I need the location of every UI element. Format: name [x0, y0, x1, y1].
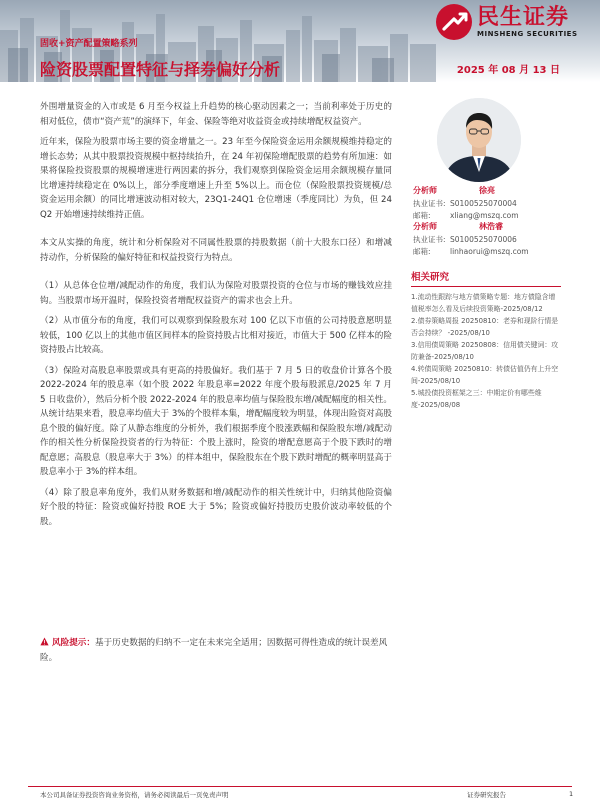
paragraph-insurance-trend: 近年来，保险为股票市场主要的资金增量之一。23 年至今保险资金运用余额规模维持稳定的增长态势；从其中股票投资规模中枢持续抬升，在 24 年初保险增配股票的趋势有所加速：如果将保险投资股票的规模增速进行两因素的拆分，我们观察到保险资金运用余额规模存量同比增速持续稳定在 0%以上，部分季度增速上升至 5%以上。而仓位（保险股票投资规模/总资金运用余额）的同比增速波动相对较大，23Q1-24Q1 仓位增速（季度同比）为负，但 24 Q2 开始增速持续维持正值。 — [40, 137, 392, 220]
cert-label: 执业证书: — [413, 198, 446, 208]
analyst-role: 分析师 — [413, 222, 437, 231]
related-item[interactable]: 5.城投债投资框架之三：中期定价有哪些维度-2025/08/08 — [411, 389, 542, 409]
risk-warning — [40, 636, 392, 665]
analyst-name: 徐亮 — [479, 186, 495, 195]
analyst-photo — [437, 98, 521, 182]
paragraph-finding-2: （2）从市值分布的角度，我们可以观察到保险股东对 100 亿以下市值的公司持股意愿明显较低，100 亿以上的其他市值区间样本的险资持股占比相对接近，市值大于 500 亿样本的险资持股占比较高。 — [40, 316, 392, 355]
report-series: 固收+资产配置策略系列 — [40, 39, 138, 49]
risk-label: 风险提示： — [52, 638, 95, 648]
email-link[interactable]: xliang@mszq.com — [450, 211, 519, 220]
page-number: 1 — [569, 790, 574, 798]
risk-text: 基于历史数据的归纳不一定在未来完全适用；因数据可得性造成的统计误差风险。 — [40, 638, 388, 663]
analyst-card-2 — [413, 221, 529, 259]
footer-divider — [28, 786, 572, 787]
logo-arrow-icon — [436, 4, 472, 40]
warning-triangle-icon — [40, 637, 49, 646]
paragraph-finding-4: （4）除了股息率角度外，我们从财务数据和增/减配动作的相关性统计中，归纳其他险资偏好个股的特征：险资或偏好持股 ROE 大于 5%；险资或偏好持股历史股价波动率较低的个股。 — [40, 487, 392, 527]
paragraph-finding-3: （3）保险对高股息率股票或具有更高的持股偏好。我们基于 7 月 5 日的收盘价计算各个股 2022-2024 年的股息率（如个股 2022 年股息率=2022 年度个股每股派息/2025 年 7 月 5 日收盘价），然后分析个股 2022-2024 年的股息率均值与保险股东增/减配幅度的相关性。从统计结果来看，股息率均值大于 3%的个股样本集，增配幅度较为明显，体现出险资对高股息个股的偏好度。除了从静态维度的分析外，我们根据季度个股涨跌幅和保险股东增/减配动作的相关性分析保险投资者的行为特征：个股上涨时，险资的增配意愿高于个股下跌时的增配意愿；高股息（股息率大于 3%）的样本组中，保险股东在个股下跌时增配的概率明显高于股息率小于 3%的样本组。 — [40, 365, 392, 477]
report-title: 险资股票配置特征与择券偏好分析 — [40, 60, 281, 79]
footer-report-type: 证券研究报告 — [467, 791, 506, 799]
email-label: 邮箱: — [413, 211, 431, 220]
related-item[interactable]: 4.转债周策略 20250810：转债估值仍有上升空间-2025/08/10 — [411, 365, 559, 385]
email-label: 邮箱: — [413, 247, 431, 256]
report-date: 2025 年 08 月 13 日 — [456, 65, 560, 76]
related-item[interactable]: 1.流动性跟踪与地方债策略专题：地方债隐含增值税率怎么看及后续投资策略-2025/08/12 — [411, 293, 556, 313]
logo-chinese-name: 民生证券 — [477, 5, 570, 30]
related-item[interactable]: 2.债券策略周报 20250810：老券和现阶行情是否会持续？ -2025/08/10 — [411, 317, 559, 337]
paragraph-intro: 外围增量资金的入市或是 6 月至今权益上升趋势的核心驱动因素之一；当前利率处于历史的相对低位，债市“资产荒”的演绎下，年金、保险等绝对收益资金或持续增配权益资产。 — [40, 102, 392, 127]
cert-number: S0100525070006 — [450, 234, 517, 244]
analyst-card-1 — [413, 185, 519, 223]
email-link[interactable]: linhaorui@mszq.com — [450, 247, 529, 256]
header-banner — [0, 0, 600, 82]
paragraph-finding-1: （1）从总体仓位增/减配动作的角度，我们认为保险对股票投资的仓位与市场的赚钱效应挂钩。当股票市场开温时，保险投资者增配权益资产的需求也会上升。 — [40, 281, 392, 306]
footer-disclaimer: 本公司具备证券投资咨询业务资格，请务必阅读最后一页免责声明 — [40, 791, 229, 799]
related-item[interactable]: 3.信用债周策略 20250808：信用债关键词：攻防兼备-2025/08/10 — [411, 341, 559, 361]
paragraph-method: 本文从实操的角度，统计和分析保险对不同属性股票的持股数据（前十大股东口径）和增减持动作，分析保险的偏好特征和权益投资行为特点。 — [40, 238, 392, 263]
minsheng-logo — [436, 4, 578, 40]
logo-english-name: MINSHENG SECURITIES — [477, 30, 578, 38]
summary-body — [40, 100, 392, 529]
cert-label: 执业证书: — [413, 234, 446, 244]
analyst-name: 林浩睿 — [479, 222, 503, 231]
cert-number: S0100525070004 — [450, 198, 517, 208]
related-research-panel — [411, 269, 561, 412]
analyst-role: 分析师 — [413, 186, 437, 195]
related-research-title: 相关研究 — [411, 269, 561, 287]
